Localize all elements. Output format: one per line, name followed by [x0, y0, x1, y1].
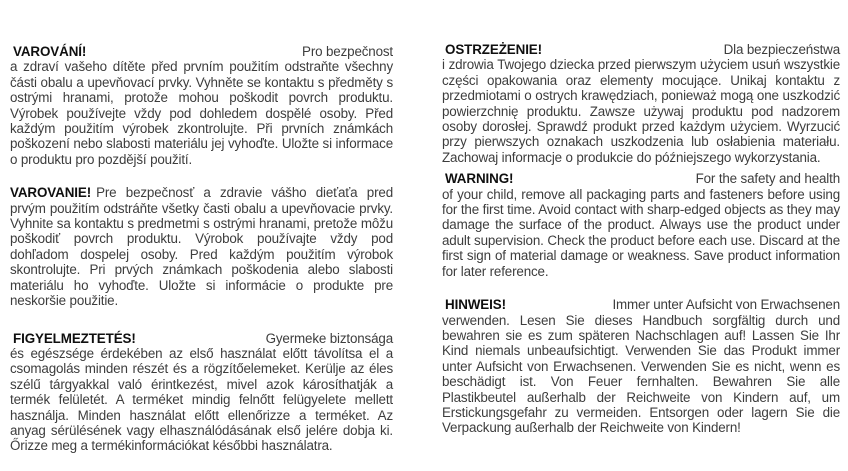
left-column — [10, 44, 393, 454]
warning-first-line-polish — [442, 42, 840, 57]
warning-first-line-german — [442, 297, 840, 312]
warning-section-hungarian — [10, 331, 393, 454]
warning-intro-czech: Pro bezpečnost — [302, 44, 393, 59]
warning-heading-czech: VAROVÁNÍ! — [13, 44, 87, 59]
warning-intro-english: For the safety and health — [695, 171, 840, 187]
warning-text-czech: a zdraví vašeho dítěte před prvním použitím odstraňte všechny části obalu a upevňovací prvky. Vyhněte se kontaktu s předměty s ostrými hranami, protože mohou poškodit povrch produktu. Výrobek používejte vždy pod dohledem dospělé osoby. Před každým použitím výrobek zkontrolujte. Při prvních známkách poškození nebo slabosti materiálu jej vyhoďte. Uložte si informace o produktu pro pozdější použití. — [10, 59, 393, 167]
warning-paragraph-slovak — [10, 185, 393, 308]
warning-heading-slovak: VAROVANIE! — [10, 185, 92, 201]
warning-text-hungarian: és egészsége érdekében az első használat előtt távolítsa el a csomagolás minden részét és a rögzítőelemeket. Kerülje az éles szélű tárgyakkal való érintkezést, mivel azok károsíthatják a termék felületét. A terméket mindig felnőtt felügyelete mellett használja. Minden használat előtt ellenőrizze a terméket. Az anyag sérülésének vagy elhasználódásának első jelére dobja ki. Őrizze meg a termékinformációkat későbbi használatra. — [10, 345, 393, 454]
warning-section-czech — [10, 44, 393, 167]
warning-text-english: of your child, remove all packaging parts and fasteners before using for the first time. Avoid contact with sharp-edged objects as they may damage the surface of the product. Always use the product under adult supervision. Check the product before each use. Discard at the first sign of material damage or weakness. Save product information for later reference. — [442, 186, 840, 279]
warning-text-slovak: Pre bezpečnosť a zdravie vášho dieťaťa pred prvým použitím odstráňte všetky časti obalu a upevňovacie prvky. Vyhnite sa kontaktu s predmetmi s ostrými hranami, pretože môžu poškodiť povrch produktu. Výrobok používajte vždy pod dohľadom dospelej osoby. Pred každým použitím výrobok skontrolujte. Pri prvých známkach poškodenia alebo slabosti materiálu ho vyhoďte. Uložte si informácie o produkte pre neskoršie použitie. — [10, 185, 393, 309]
warning-first-line-hungarian — [10, 331, 393, 346]
warning-text-polish: i zdrowia Twojego dziecka przed pierwszym użyciem usuń wszystkie części opakowania oraz elementy mocujące. Unikaj kontaktu z przedmiotami o ostrych krawędziach, ponieważ mogą one uszkodzić powierzchnię produktu. Zawsze używaj produktu pod nadzorem osoby dorosłej. Sprawdź produkt przed każdym użyciem. Wyrzucić przy pierwszych oznakach uszkodzenia lub osłabienia materiału. Zachowaj informacje o produkcie do późniejszego wykorzystania. — [442, 57, 840, 165]
warning-text-german: verwenden. Lesen Sie dieses Handbuch sorgfältig durch und bewahren sie es zum späteren Nachschlagen auf! Lassen Sie Ihr Kind niemals unbeaufsichtigt. Verwenden Sie das Produkt immer unter Aufsicht von Erwachsenen. Verwenden Sie es nicht, wenn es beschädigt ist. Von Feuer fernhalten. Bewahren Sie alle Plastikbeutel außerhalb der Reichweite von Kindern auf, um Erstickungsgefahr zu vermeiden. Entsorgen oder lagern Sie die Verpackung außerhalb der Reichweite von Kindern! — [442, 312, 840, 436]
warning-section-polish — [442, 42, 840, 165]
warning-section-english — [442, 171, 840, 279]
warning-first-line-english — [442, 171, 840, 186]
warning-intro-polish: Dla bezpieczeństwa — [723, 42, 840, 57]
warning-section-german — [442, 297, 840, 436]
warning-section-slovak — [10, 185, 393, 308]
warning-intro-hungarian: Gyermeke biztonsága — [265, 330, 393, 346]
warning-heading-polish: OSTRZEŻENIE! — [445, 42, 543, 57]
warning-heading-english: WARNING! — [445, 171, 514, 187]
warning-intro-german: Immer unter Aufsicht von Erwachsenen — [612, 297, 840, 313]
warning-heading-hungarian: FIGYELMEZTETÉS! — [13, 330, 136, 346]
warning-heading-german: HINWEIS! — [445, 297, 506, 313]
warning-first-line-czech — [10, 44, 393, 59]
right-column — [442, 42, 840, 436]
